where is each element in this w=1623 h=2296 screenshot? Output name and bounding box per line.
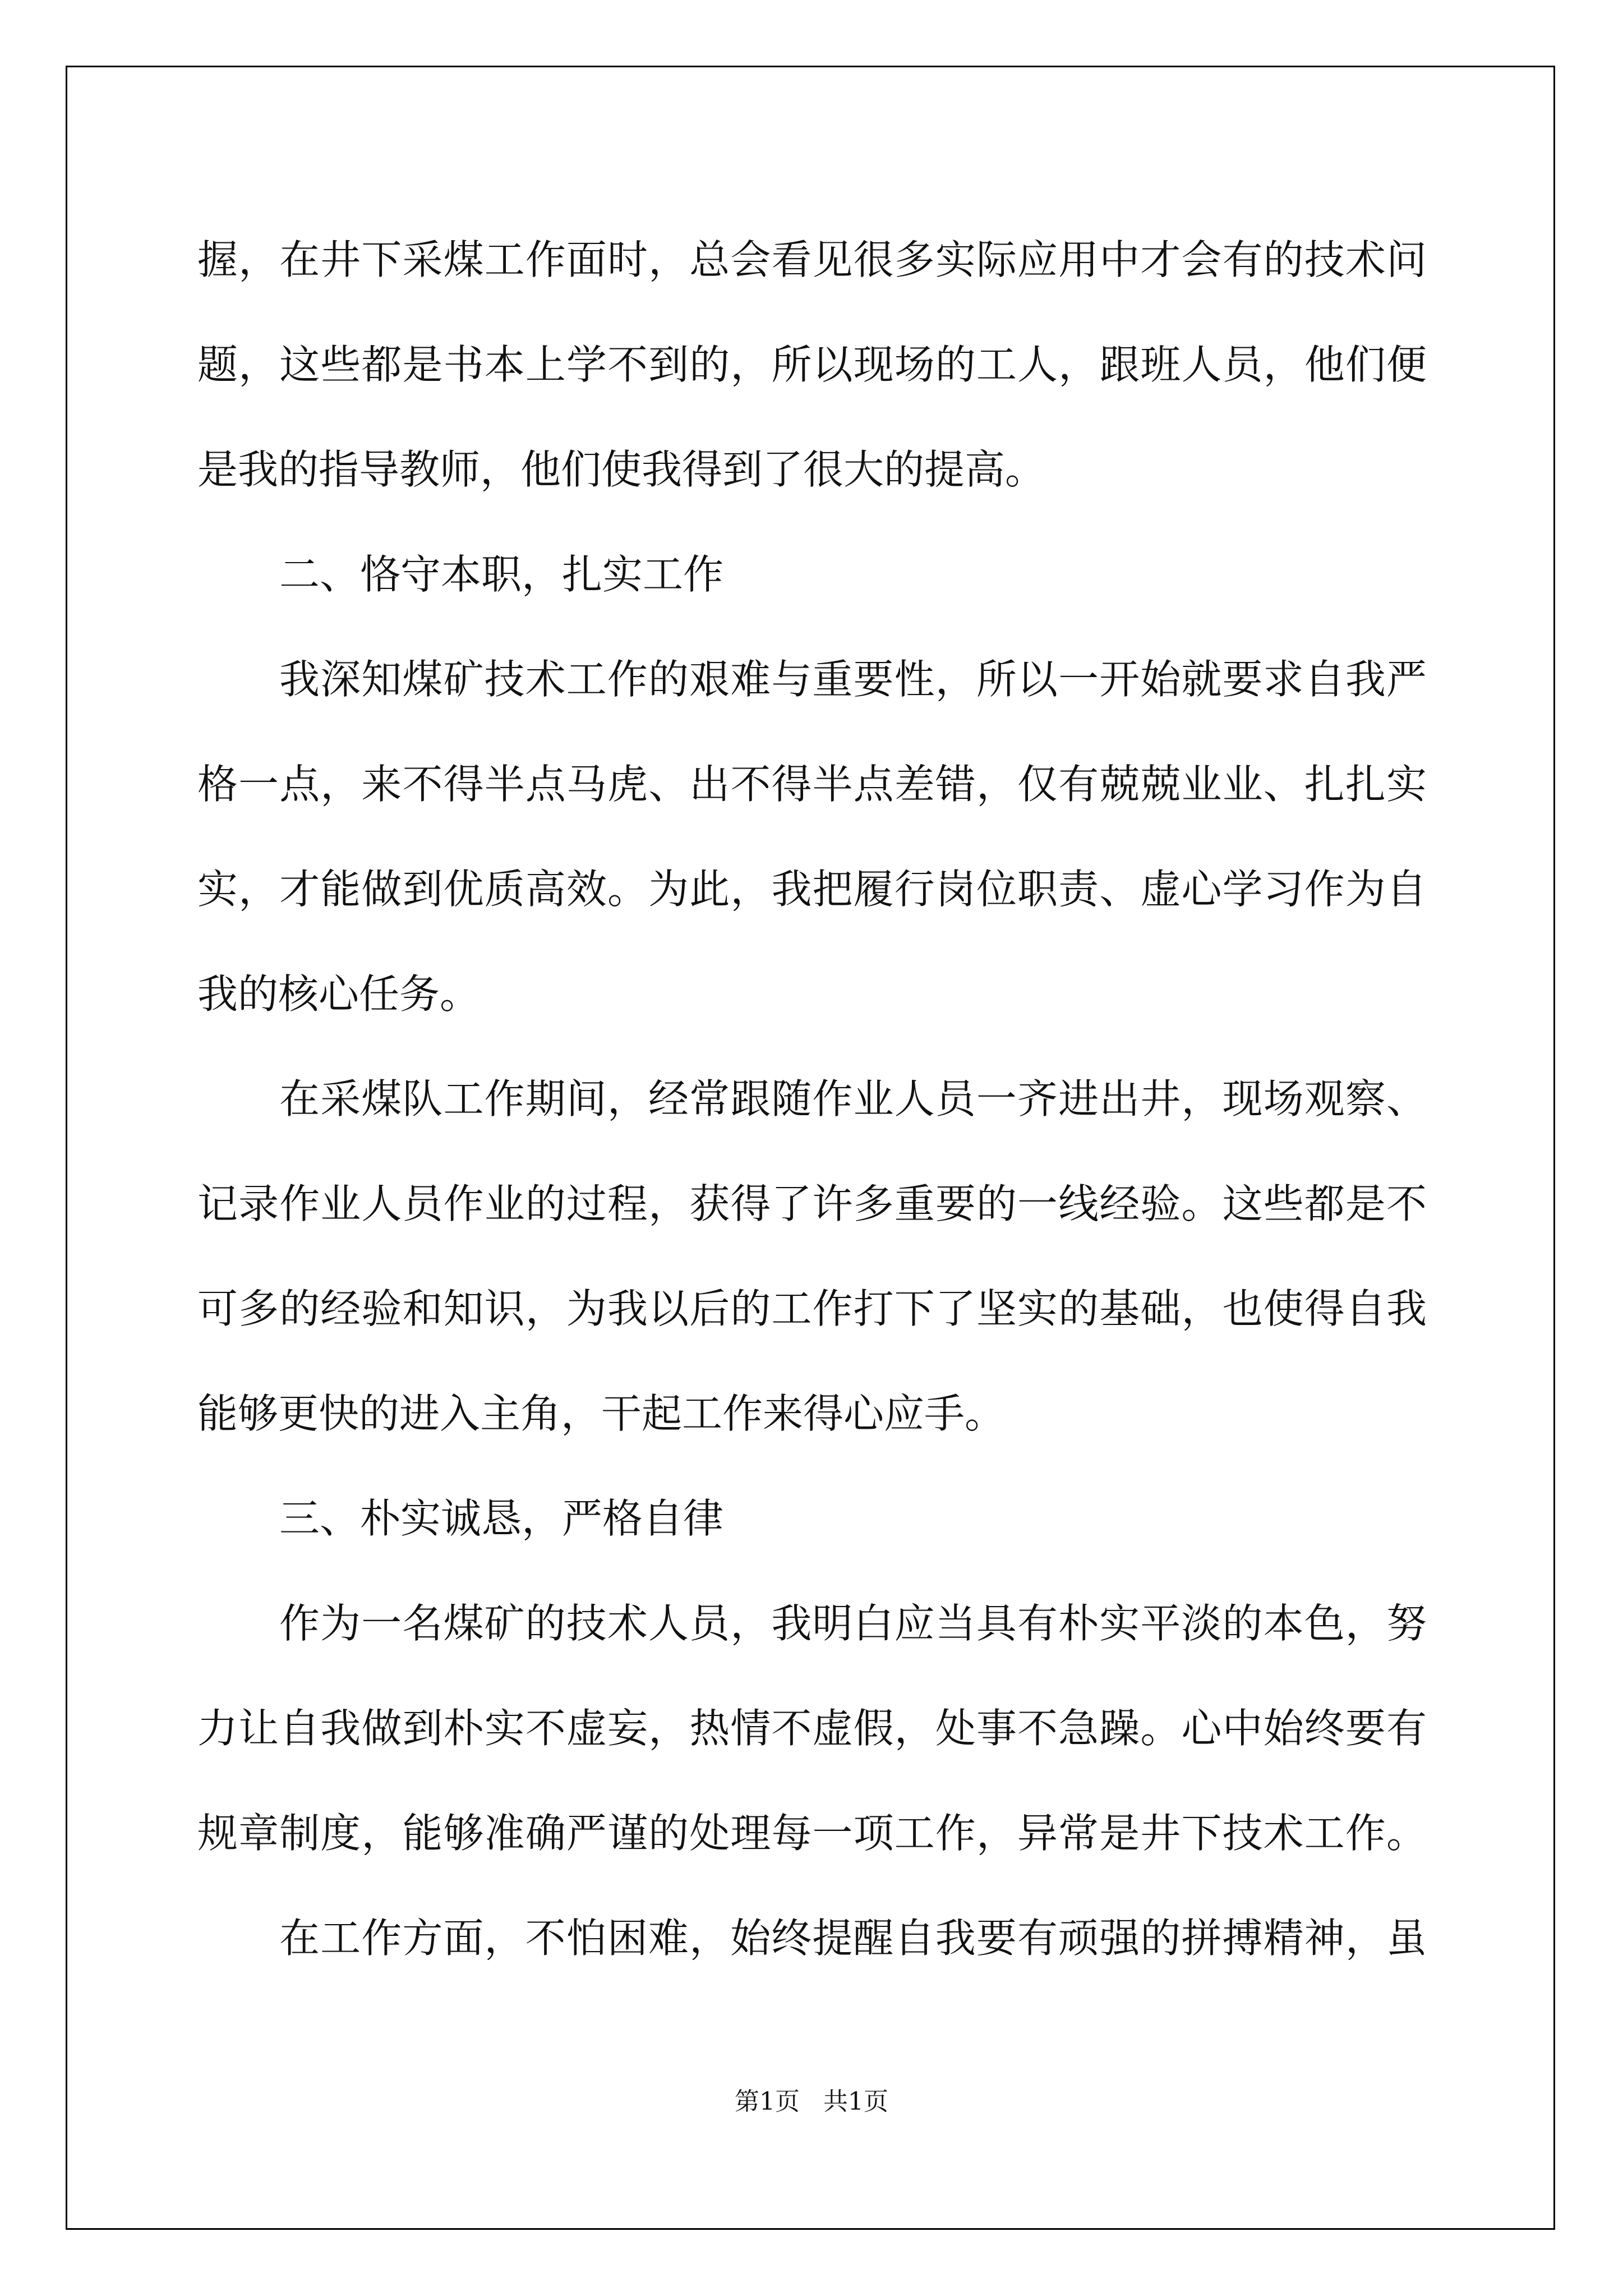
text-line: 题，这些都是书本上学不到的，所以现场的工人，跟班人员，他们便 <box>197 341 1427 388</box>
text-line: 三、朴实诚恳，严格自律 <box>279 1495 724 1542</box>
text-line: 我深知煤矿技术工作的艰难与重要性，所以一开始就要求自我严 <box>279 656 1427 703</box>
text-line: 是我的指导教师，他们使我得到了很大的提高。 <box>197 446 1046 493</box>
text-line: 可多的经验和知识，为我以后的工作打下了坚实的基础，也使得自我 <box>197 1285 1427 1332</box>
document-body <box>197 208 1427 1991</box>
text-line: 实，才能做到优质高效。为此，我把履行岗位职责、虚心学习作为自 <box>197 866 1427 913</box>
text-line: 二、恪守本职，扎实工作 <box>279 551 724 598</box>
text-line: 力让自我做到朴实不虚妄，热情不虚假，处事不急躁。心中始终要有 <box>197 1705 1427 1752</box>
text-line: 在采煤队工作期间，经常跟随作业人员一齐进出井，现场观察、 <box>279 1075 1427 1122</box>
text-line: 能够更快的进入主角，干起工作来得心应手。 <box>197 1390 1006 1437</box>
text-line: 我的核心任务。 <box>197 970 481 1018</box>
text-line: 在工作方面，不怕困难，始终提醒自我要有顽强的拼搏精神，虽 <box>279 1915 1427 1962</box>
text-line: 握，在井下采煤工作面时，总会看见很多实际应用中才会有的技术问 <box>197 236 1427 283</box>
text-line: 规章制度，能够准确严谨的处理每一项工作，异常是井下技术工作。 <box>197 1810 1427 1857</box>
page-footer: 第1页 共1页 <box>735 2087 888 2116</box>
text-line: 作为一名煤矿的技术人员，我明白应当具有朴实平淡的本色，努 <box>279 1600 1427 1647</box>
text-line: 记录作业人员作业的过程，获得了许多重要的一线经验。这些都是不 <box>197 1180 1427 1227</box>
text-line: 格一点，来不得半点马虎、出不得半点差错，仅有兢兢业业、扎扎实 <box>197 761 1427 808</box>
